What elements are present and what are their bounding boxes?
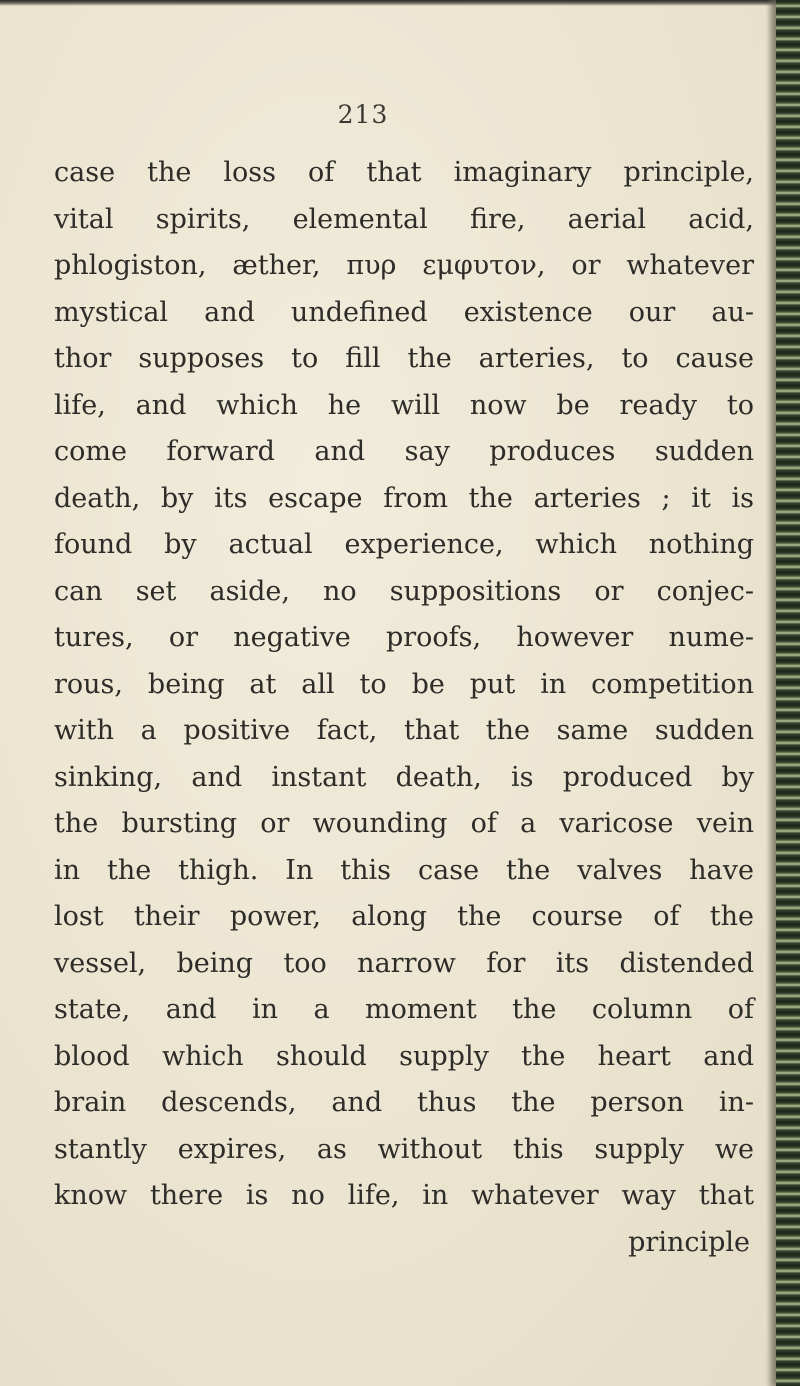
- text-line: rous, being at all to be put in competition: [54, 668, 754, 700]
- text-line: blood which should supply the heart and: [54, 1040, 754, 1072]
- text-line: death, by its escape from the arteries ; it is: [54, 482, 754, 514]
- text-line: the bursting or wounding of a varicose vein: [54, 808, 754, 839]
- page-top-edge: [0, 0, 800, 6]
- text-line: can set aside, no suppositions or conjec-: [54, 575, 754, 607]
- text-line: state, and in a moment the column of: [54, 994, 754, 1025]
- page-number: 213: [337, 100, 389, 129]
- text-line: stantly expires, as without this supply we: [54, 1133, 754, 1165]
- text-line: lost their power, along the course of the: [54, 901, 754, 932]
- text-line: in the thigh. In this case the valves have: [54, 854, 754, 886]
- text-line: with a positive fact, that the same sudden: [54, 715, 754, 746]
- catchword: principle: [628, 1226, 750, 1258]
- text-line: case the loss of that imaginary principle,: [54, 157, 754, 188]
- text-line: phlogiston, æther, πυρ εμφυτον, or whatever: [54, 250, 754, 281]
- body-text: [54, 150, 754, 1266]
- text-line: vital spirits, elemental fire, aerial acid,: [54, 203, 754, 235]
- text-line: mystical and undefined existence our au-: [54, 296, 754, 328]
- text-line: come forward and say produces sudden: [54, 436, 754, 467]
- text-line: found by actual experience, which nothing: [54, 529, 754, 560]
- text-line: brain descends, and thus the person in-: [54, 1087, 754, 1118]
- text-line: vessel, being too narrow for its distended: [54, 947, 754, 979]
- text-line: thor supposes to fill the arteries, to cause: [54, 343, 754, 374]
- text-line: sinking, and instant death, is produced by: [54, 761, 754, 793]
- text-line: tures, or negative proofs, however nume-: [54, 622, 754, 653]
- book-binding-edge: [776, 0, 800, 1386]
- text-line: know there is no life, in whatever way that: [54, 1180, 754, 1211]
- text-line: life, and which he will now be ready to: [54, 389, 754, 421]
